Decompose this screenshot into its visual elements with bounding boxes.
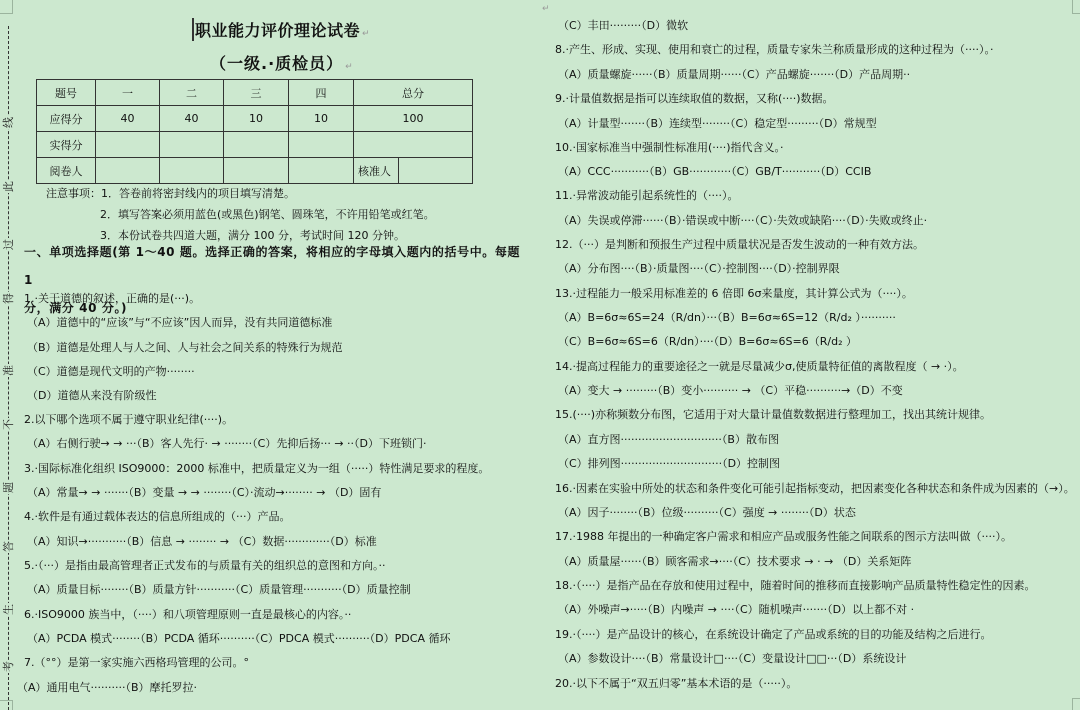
option-line: （A）PCDA 模式········（B）PCDA 循环··········（C）PDCA 模式··········（D）PDCA 循环: [27, 632, 451, 645]
option-line: （C）排列图·····························（D）控制图: [558, 457, 781, 470]
table-header-cell: 题号: [37, 80, 96, 106]
score-input-cell[interactable]: [289, 132, 354, 158]
table-header-cell: 总分: [354, 80, 473, 106]
question-8: 8.·产生、形成、实现、使用和衰亡的过程，质量专家朱兰称质量形成的这种过程为（····）。·: [555, 43, 994, 56]
option-line: （A）质量螺旋······（B）质量周期······（C）产品螺旋·······（D）产品周期··: [558, 68, 911, 81]
option-line: （A）道德中的“应该”与“不应该”因人而异，没有共同道德标准: [27, 316, 333, 329]
option-line: （C）B=6σ≈6S=6（R/dn）····（D）B=6σ≈6S=6（R/d₂ ）: [558, 335, 857, 348]
table-row: [37, 132, 473, 158]
table-header-cell: 三: [224, 80, 289, 106]
option-line: （A）参数设计····（B）常量设计□····（C）变量设计□□···（D）系统设计: [558, 652, 907, 665]
binding-char: 过: [2, 239, 15, 250]
score-table-header-row: [37, 80, 473, 106]
option-line: （B）道德是处理人与人之间、人与社会之间关系的特殊行为规范: [27, 341, 343, 354]
row-label: 实得分: [37, 132, 96, 158]
option-line: （A）因子········（B）位级··········（C）强度 → ········（D）状态: [558, 506, 856, 519]
question-15: 15.(····)亦称频数分布图，它适用于对大量计量值数数据进行整理加工，找出其统计规律。: [555, 408, 992, 421]
binding-char: 线: [2, 117, 15, 128]
row-label: 阅卷人: [37, 158, 96, 184]
option-line: （A）计量型·······（B）连续型········（C）稳定型·········（D）常规型: [558, 117, 877, 130]
section-heading: 一、单项选择题(第 1～40 题。选择正确的答案，将相应的字母填入题内的括号中。每题 1 分，满分 40 分。): [24, 245, 521, 315]
grader-input-cell[interactable]: [160, 158, 224, 184]
option-line: （A）变大 → ·········（B）变小·········· → （C）平稳··········→（D）不变: [558, 384, 903, 397]
option-line: （A）右侧行驶→ → ···（B）客人先行· → ········（C）先抑后扬··· → ··（D）下班锁门·: [27, 437, 427, 450]
binding-char: 得: [2, 293, 15, 304]
table-row: [37, 158, 473, 184]
binding-char: 准: [2, 365, 15, 376]
binding-char: 考: [2, 661, 15, 672]
score-input-cell[interactable]: [224, 132, 289, 158]
question-2: 2.以下哪个选项不属于遵守职业纪律(····)。: [24, 413, 234, 426]
question-19: 19.·（····）是产品设计的核心，在系统设计确定了产品或系统的目的功能及结构之后进行。: [555, 628, 992, 641]
question-17: 17.·1988 年提出的一种确定客户需求和相应产品或服务性能之间联系的图示方法叫做（····）。: [555, 530, 1012, 543]
table-row: [37, 106, 473, 132]
binding-char: 生: [2, 604, 15, 615]
score-input-cell[interactable]: [354, 132, 473, 158]
binding-char: 题: [2, 482, 15, 493]
question-11: 11.·异常波动能引起系统性的（····）。: [555, 189, 739, 202]
notes-label: 注意事项：: [46, 187, 101, 200]
option-line: （A）失误或停滞······（B）·错误或中断····（C）·失效或缺陷····（D）·失败或终止·: [558, 214, 928, 227]
reviewer-input-cell[interactable]: [399, 158, 473, 184]
question-6: 6.·ISO9000 族当中，（····）和八项管理原则一直是最核心的内容。··: [24, 608, 352, 621]
table-header-cell: 二: [160, 80, 224, 106]
grader-input-cell[interactable]: [224, 158, 289, 184]
question-14: 14.·提高过程能力的重要途径之一就是尽量减少σ,使质量特征值的离散程度（ → ·）。: [555, 360, 964, 373]
grader-input-cell[interactable]: [289, 158, 354, 184]
table-header-cell: 四: [289, 80, 354, 106]
option-line: （A）分布图····（B）·质量图····（C）·控制图····（D）·控制界限: [558, 262, 840, 275]
question-1: 1.·关于道德的叙述，正确的是(···)。: [24, 292, 201, 305]
option-line: （A）外噪声→·····（B）内噪声 → ····（C）随机噪声·······（D）以上都不对 ·: [558, 603, 915, 616]
score-input-cell[interactable]: [96, 132, 160, 158]
page-corner-marker: [0, 0, 13, 14]
option-line: （A）知识→···········（B）信息 → ········ → （C）数据·············（D）标准: [27, 535, 377, 548]
page-corner-marker: [1072, 698, 1080, 710]
table-cell: 10: [289, 106, 354, 132]
row-label: 应得分: [37, 106, 96, 132]
question-16: 16.·因素在实验中所处的状态和条件变化可能引起指标变动，把因素变化各种状态和条件成为因素的（→）。: [555, 482, 1075, 495]
option-line: （A）通用电气··········（B）摩托罗拉·: [17, 681, 198, 694]
table-header-cell: 一: [96, 80, 160, 106]
note-item: 3．本份试卷共四道大题，满分 100 分，考试时间 120 分钟。: [100, 229, 405, 242]
question-7: 7.（°°）是第一家实施六西格玛管理的公司。°: [24, 656, 249, 669]
binding-char: 不: [2, 419, 15, 430]
option-line: （A）常量→ → ·······（B）变量 → → ········（C）·流动→········ → （D）固有: [27, 486, 382, 499]
table-cell: 40: [160, 106, 224, 132]
page-corner-marker: [0, 700, 13, 710]
question-18: 18.·（····）是指产品在存放和使用过程中，随着时间的推移而直接影响产品质量特性稳定性的因素。: [555, 579, 1036, 592]
note-item: 2．填写答案必须用蓝色(或黑色)钢笔、圆珠笔，不许用铅笔或红笔。: [100, 208, 435, 221]
score-table: [36, 79, 473, 184]
table-cell: 100: [354, 106, 473, 132]
paragraph-mark: ↵: [542, 4, 550, 14]
table-cell: 40: [96, 106, 160, 132]
binding-char: 答: [2, 541, 15, 552]
reviewer-label: 核准人: [354, 158, 399, 184]
question-3: 3.·国际标准化组织 ISO9000：2000 标准中，把质量定义为一组（·····）特性满足要求的程度。: [24, 462, 490, 475]
option-line: （A）质量屋······（B）顾客需求→····（C）技术要求 → · → （D）关系矩阵: [558, 555, 912, 568]
option-line: （D）道德从来没有阶级性: [27, 389, 157, 402]
binding-char: 此: [2, 181, 15, 192]
option-line: （A）直方图·····························（B）散布图: [558, 433, 779, 446]
question-9: 9.·计量值数据是指可以连续取值的数据，又称(····)数据。: [555, 92, 834, 105]
option-line: （A）质量目标········（B）质量方针···········（C）质量管理···········（D）质量控制: [27, 583, 411, 596]
note-item: 1．答卷前将密封线内的项目填写清楚。: [101, 187, 295, 200]
question-10: 10.·国家标准当中强制性标准用(····)指代含义。·: [555, 141, 784, 154]
question-4: 4.·软件是有通过载体表达的信息所组成的（···）产品。: [24, 510, 291, 523]
question-12: 12.（···）是判断和预报生产过程中质量状况是否发生波动的一种有效方法。: [555, 238, 924, 251]
question-13: 13.·过程能力一般采用标准差的 6 倍即 6σ来量度，其计算公式为（····）。: [555, 287, 913, 300]
document-title: 职业能力评价理论试卷 ↵: [192, 18, 370, 41]
exam-notes: [46, 183, 435, 246]
option-line: （A）CCC···········（B）GB············（C）GB/T···········（D）CCIB: [558, 165, 872, 178]
question-5: 5.·（···）是指由最高管理者正式发布的与质量有关的组织总的意图和方向。··: [24, 559, 386, 572]
question-20: 20.·以下不属于“双五归零”基本术语的是（·····）。: [555, 677, 798, 690]
score-input-cell[interactable]: [160, 132, 224, 158]
option-line: （C）丰田·········（D）微软: [558, 19, 689, 32]
option-line: （A）B=6σ≈6S=24（R/dn）···（B）B=6σ≈6S=12（R/d₂ ）··········: [558, 311, 896, 324]
table-cell: 10: [224, 106, 289, 132]
grader-input-cell[interactable]: [96, 158, 160, 184]
page-corner-marker: [1072, 0, 1080, 14]
option-line: （C）道德是现代文明的产物········: [27, 365, 195, 378]
document-subtitle: （一级.·质检员） ↵: [210, 54, 354, 73]
